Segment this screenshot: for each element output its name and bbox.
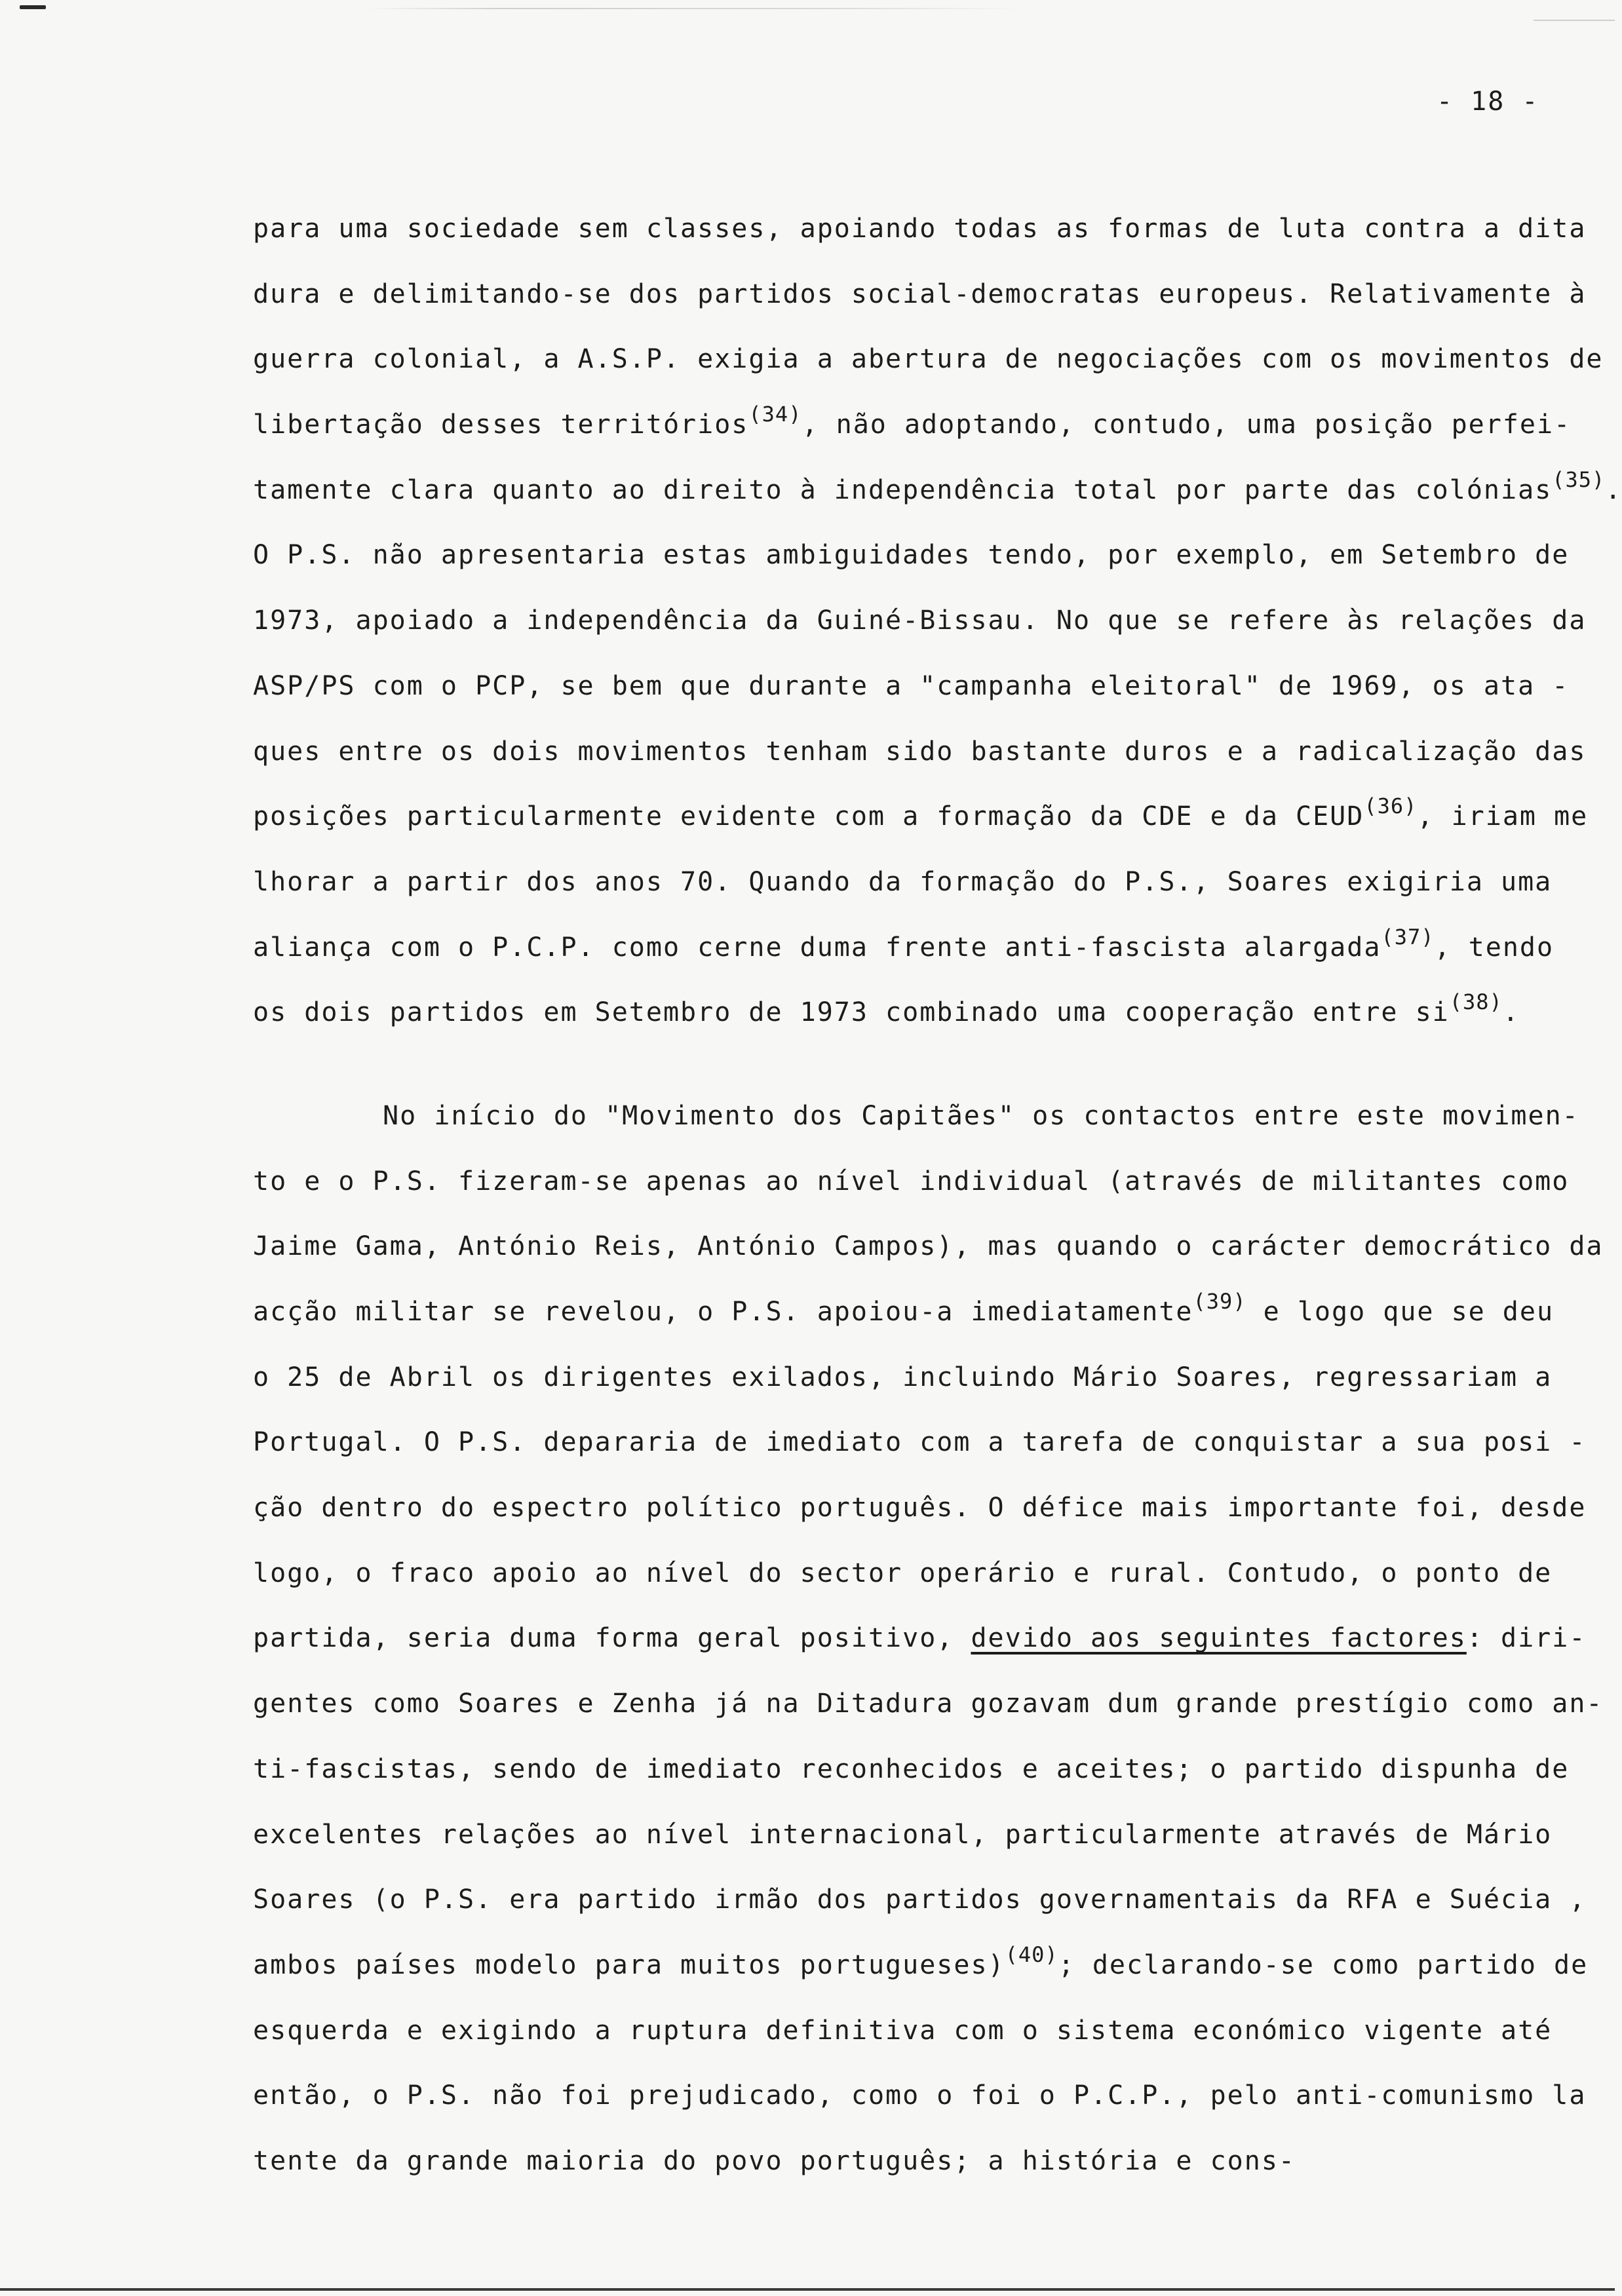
text-line: lhorar a partir dos anos 70. Quando da formação do P.S., Soares exigiria uma — [253, 866, 1553, 897]
text-line: logo, o fraco apoio ao nível do sector operário e rural. Contudo, o ponto de — [253, 1558, 1553, 1588]
text-segment: tamente clara quanto ao direito à independência total por parte das colónias — [253, 474, 1553, 505]
paragraph-1 — [253, 197, 1622, 1046]
text-line: No início do "Movimento dos Capitães" os contactos entre este movimen- — [383, 1100, 1579, 1131]
footnote-reference: (39) — [1193, 1289, 1246, 1314]
footnote-reference: (38) — [1449, 989, 1503, 1015]
text-segment: ambos países modelo para muitos portugueses) — [253, 1949, 1005, 1980]
text-line: o 25 de Abril os dirigentes exilados, incluindo Mário Soares, regressariam a — [253, 1362, 1553, 1392]
text-segment: : diri- — [1466, 1623, 1587, 1654]
text-segment: os dois partidos em Setembro de 1973 combinado uma cooperação entre si — [253, 997, 1450, 1028]
text-segment: , iriam me — [1417, 801, 1589, 832]
text-segment: . — [1605, 474, 1622, 505]
paragraph-2 — [253, 1084, 1604, 2194]
footnote-reference: (34) — [748, 402, 802, 427]
text-segment: , não adoptando, contudo, uma posição perfei- — [801, 410, 1572, 440]
text-line: Portugal. O P.S. depararia de imediato com a tarefa de conquistar a sua posi - — [253, 1427, 1587, 1458]
text-line: dura e delimitando-se dos partidos social-democratas europeus. Relativamente à — [253, 278, 1587, 309]
text-line: ção dentro do espectro político português. O défice mais importante foi, desde — [253, 1493, 1587, 1523]
footnote-reference: (36) — [1364, 794, 1418, 819]
text-line: ti-fascistas, sendo de imediato reconhecidos e aceites; o partido dispunha de — [253, 1753, 1570, 1784]
text-line: 1973, apoiado a independência da Guiné-Bissau. No que se refere às relações da — [253, 605, 1587, 636]
text-segment: libertação desses territórios — [253, 410, 749, 440]
text-line — [253, 784, 1589, 850]
text-line: Soares (o P.S. era partido irmão dos partidos governamentais da RFA e Suécia , — [253, 1885, 1587, 1915]
scan-artifact-top-right-line — [1534, 20, 1615, 21]
text-segment: aliança com o P.C.P. como cerne duma frente anti-fascista alargada — [253, 932, 1381, 963]
text-segment: e logo que se deu — [1246, 1297, 1554, 1327]
text-line: ASP/PS com o PCP, se bem que durante a "campanha eleitoral" de 1969, os ata - — [253, 670, 1570, 701]
text-line — [253, 392, 1572, 458]
text-line: to e o P.S. fizeram-se apenas ao nível individual (através de militantes como — [253, 1166, 1570, 1196]
text-line: para uma sociedade sem classes, apoiando todas as formas de luta contra a dita — [253, 214, 1587, 244]
text-segment: acção militar se revelou, o P.S. apoiou-a imediatamente — [253, 1297, 1193, 1327]
text-line — [253, 1280, 1554, 1345]
text-segment: , tendo — [1434, 932, 1554, 963]
text-line: ques entre os dois movimentos tenham sido bastante duros e a radicalização das — [253, 736, 1587, 767]
body-text — [253, 197, 1622, 2194]
footnote-reference: (37) — [1381, 924, 1435, 949]
text-segment: ; declarando-se como partido de — [1058, 1949, 1589, 1980]
text-line: excelentes relações ao nível internacional, particularmente através de Mário — [253, 1819, 1553, 1850]
text-segment: partida, seria duma forma geral positivo, — [253, 1623, 971, 1654]
text-segment: posições particularmente evidente com a formação da CDE e da CEUD — [253, 801, 1364, 832]
footnote-reference: (40) — [1005, 1942, 1058, 1967]
text-segment: . — [1502, 997, 1520, 1028]
text-line — [253, 1606, 1587, 1672]
text-line: gentes como Soares e Zenha já na Ditadura gozavam dum grande prestígio como an- — [253, 1689, 1604, 1719]
underlined-text: devido aos seguintes factores — [971, 1623, 1467, 1654]
text-line: então, o P.S. não foi prejudicado, como o foi o P.C.P., pelo anti-comunismo la — [253, 2080, 1587, 2111]
text-line — [253, 1933, 1589, 1999]
page-number: - 18 - — [1437, 86, 1539, 117]
scan-artifact-bottom-line — [0, 2288, 1615, 2291]
paragraph-gap — [253, 1046, 1531, 1084]
text-line: Jaime Gama, António Reis, António Campos), mas quando o carácter democrático da — [253, 1231, 1604, 1262]
footnote-reference: (35) — [1552, 467, 1606, 492]
text-line — [253, 980, 1531, 1046]
text-line: esquerda e exigindo a ruptura definitiva com o sistema económico vigente até — [253, 2015, 1553, 2046]
text-line: tente da grande maioria do povo português; a história e cons- — [253, 2145, 1296, 2176]
text-line — [253, 915, 1554, 981]
text-line — [253, 458, 1622, 524]
text-line: guerra colonial, a A.S.P. exigia a abertura de negociações com os movimentos de — [253, 344, 1604, 375]
scan-artifact-top-line — [367, 8, 1022, 9]
text-line: O P.S. não apresentaria estas ambiguidades tendo, por exemplo, em Setembro de — [253, 540, 1570, 571]
scan-artifact-top-mark — [20, 5, 46, 9]
